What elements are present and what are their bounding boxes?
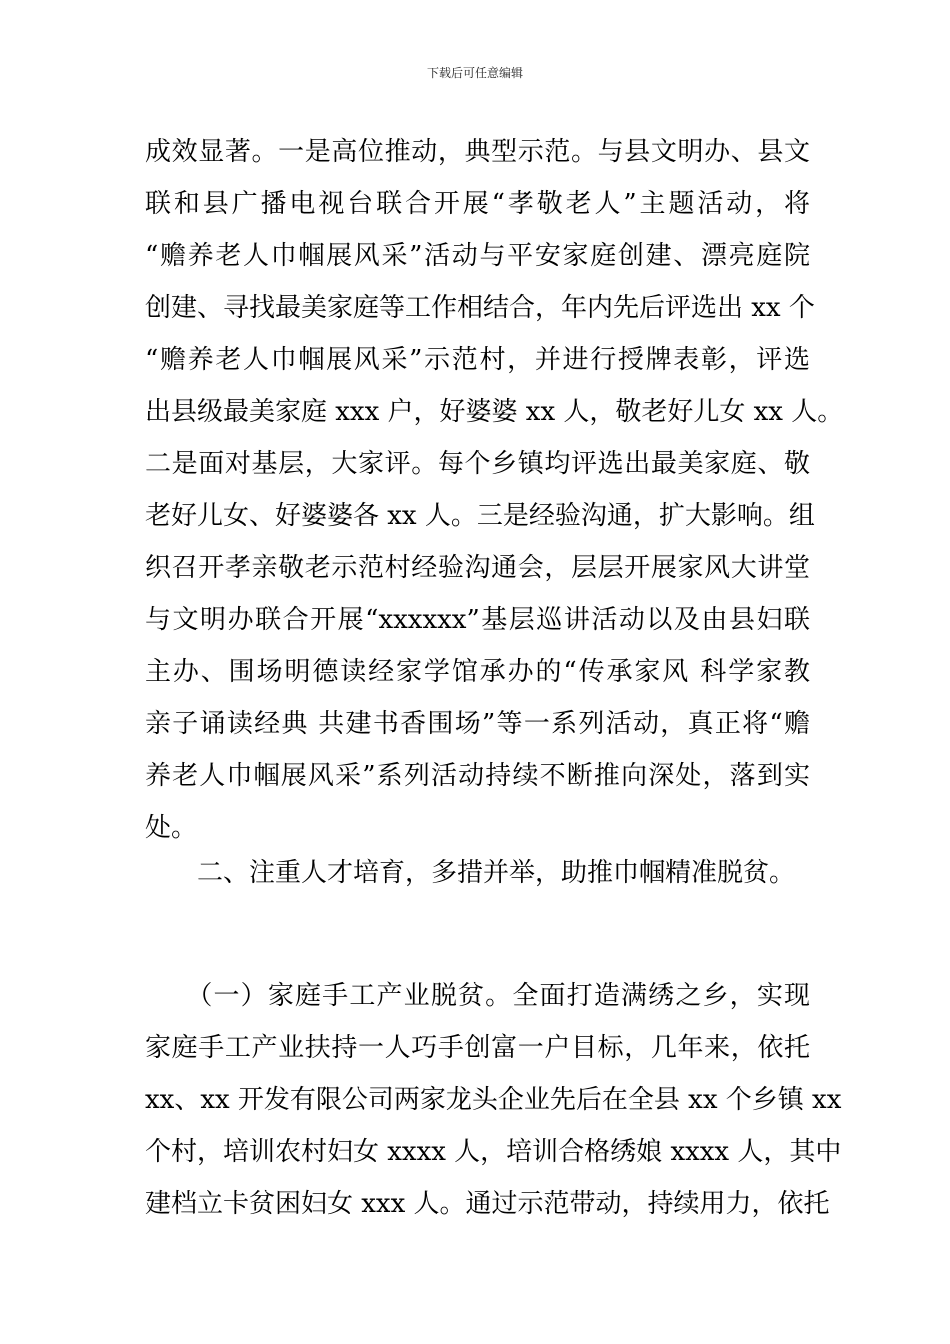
text-line: 老好儿女、好婆婆各 xx 人。三是经验沟通，扩大影响。组 bbox=[145, 501, 815, 531]
text-line: 联和县广播电视台联合开展“孝敬老人”主题活动，将 bbox=[145, 189, 810, 219]
text-line: “赡养老人巾帼展风采”活动与平安家庭创建、漂亮庭院 bbox=[145, 241, 810, 271]
paragraph-1 bbox=[145, 126, 844, 854]
text-line: 个村，培训农村妇女 xxxx 人，培训合格绣娘 xxxx 人，其中 bbox=[145, 1137, 842, 1167]
section-heading bbox=[145, 847, 810, 899]
text-line: 家庭手工产业扶持一人巧手创富一户目标，几年来，依托 bbox=[145, 1033, 810, 1063]
text-line: 二是面对基层，大家评。每个乡镇均评选出最美家庭、敬 bbox=[145, 449, 810, 479]
text-line: 养老人巾帼展风采”系列活动持续不断推向深处，落到实 bbox=[145, 761, 810, 791]
text-line: 二、注重人才培育，多措并举，助推巾帼精准脱贫。 bbox=[145, 858, 796, 888]
text-line: 亲子诵读经典 共建书香围场”等一系列活动，真正将“赡 bbox=[145, 709, 810, 739]
text-line: 建档立卡贫困妇女 xxx 人。通过示范带动，持续用力，依托 bbox=[145, 1189, 830, 1219]
page-header: 下载后可任意编辑 bbox=[426, 66, 523, 80]
text-line: 处。 bbox=[145, 813, 198, 843]
text-line: 创建、寻找最美家庭等工作相结合，年内先后评选出 xx 个 bbox=[145, 293, 815, 323]
text-line: （一）家庭手工产业脱贫。全面打造满绣之乡，实现 bbox=[145, 981, 810, 1011]
text-line: 主办、围场明德读经家学馆承办的“传承家风 科学家教 bbox=[145, 657, 810, 687]
paragraph-3 bbox=[145, 970, 842, 1230]
text-line: “赡养老人巾帼展风采”示范村，并进行授牌表彰，评选 bbox=[145, 345, 810, 375]
text-line: 成效显著。一是高位推动，典型示范。与县文明办、县文 bbox=[145, 137, 810, 167]
text-line: xx、xx 开发有限公司两家龙头企业先后在全县 xx 个乡镇 xx bbox=[145, 1085, 842, 1115]
text-line: 出县级最美家庭 xxx 户，好婆婆 xx 人，敬老好儿女 xx 人。 bbox=[145, 397, 844, 427]
text-line: 与文明办联合开展“xxxxxx”基层巡讲活动以及由县妇联 bbox=[145, 605, 810, 635]
text-line: 织召开孝亲敬老示范村经验沟通会，层层开展家风大讲堂 bbox=[145, 553, 810, 583]
